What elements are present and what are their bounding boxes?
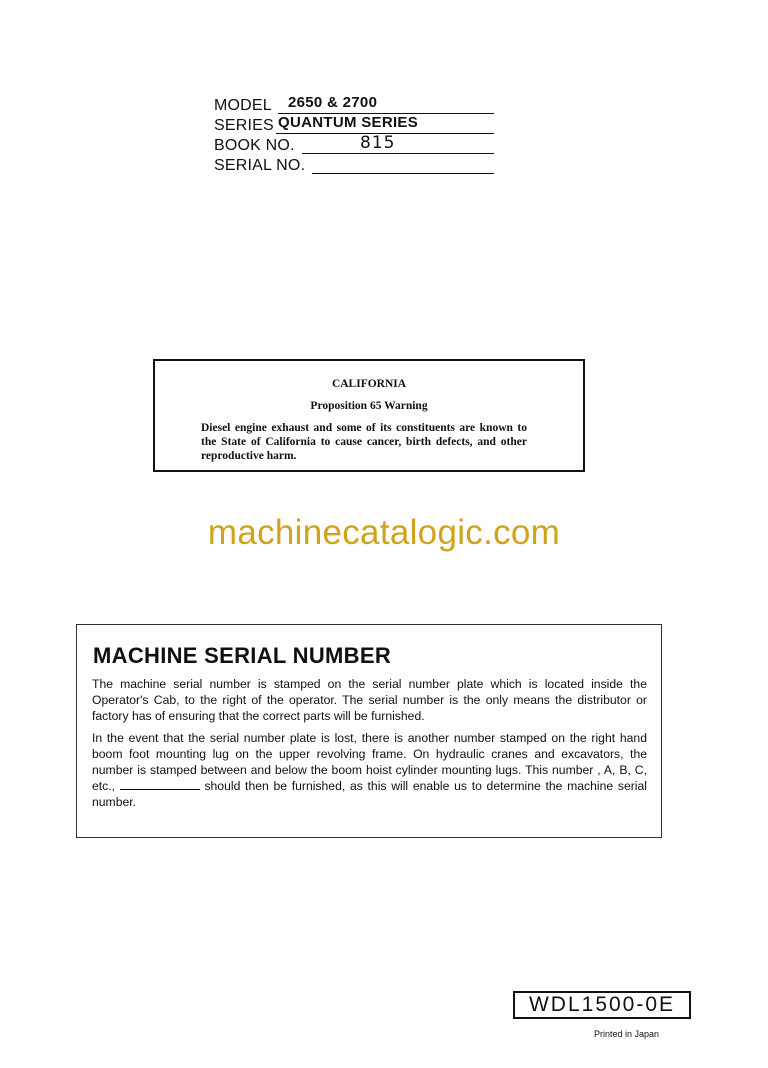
- serial-paragraph-2: [92, 730, 647, 810]
- book-underline: [302, 153, 494, 154]
- warning-title: CALIFORNIA: [331, 378, 407, 390]
- serial-paragraph-1: The machine serial number is stamped on the serial number plate which is located inside the Operator's Cab, to the right of the operator. The serial number is the only means the distributor or factory has of ensuring that the correct parts will be furnished.: [92, 677, 647, 723]
- document-code: WDL1500-0E: [513, 991, 691, 1019]
- serial-row: [214, 156, 494, 176]
- printed-in-note: Printed in Japan: [594, 1029, 660, 1039]
- serial-heading: MACHINE SERIAL NUMBER: [93, 643, 392, 668]
- warning-subtitle: Proposition 65 Warning: [310, 400, 428, 412]
- model-label: MODEL: [214, 97, 272, 114]
- warning-body: Diesel engine exhaust and some of its constituents are known to the State of California to cause cancer, birth defects, and other reproductive harm.: [201, 422, 527, 462]
- serial-underline: [312, 173, 494, 174]
- book-value: 815: [360, 133, 396, 153]
- series-label: SERIES: [214, 117, 274, 134]
- series-value: QUANTUM SERIES: [278, 114, 419, 131]
- serial-paragraph-2-part-1: In the event that the serial number plate is lost, there is another number stamped on the right hand boom foot mounting lug on the upper revolving frame. On hydraulic cranes and excavators, the number is stamped between and below the boom hoist cylinder mounting lugs. This number , A, B, C, etc.,: [92, 731, 647, 793]
- machine-serial-number-box: [76, 624, 662, 838]
- model-value: 2650 & 2700: [288, 94, 378, 111]
- book-label: BOOK NO.: [214, 137, 295, 154]
- serial-paragraph-2-part-2: should then be furnished, as this will enable us to determine the machine serial number.: [92, 779, 647, 809]
- proposition-65-warning-box: [153, 359, 585, 472]
- serial-letter-blank: [120, 780, 200, 790]
- watermark: machinecatalogic.com: [207, 513, 561, 552]
- book-row: [214, 133, 494, 156]
- identification-block: [214, 96, 494, 176]
- serial-label: SERIAL NO.: [214, 157, 306, 174]
- series-row: [214, 116, 494, 136]
